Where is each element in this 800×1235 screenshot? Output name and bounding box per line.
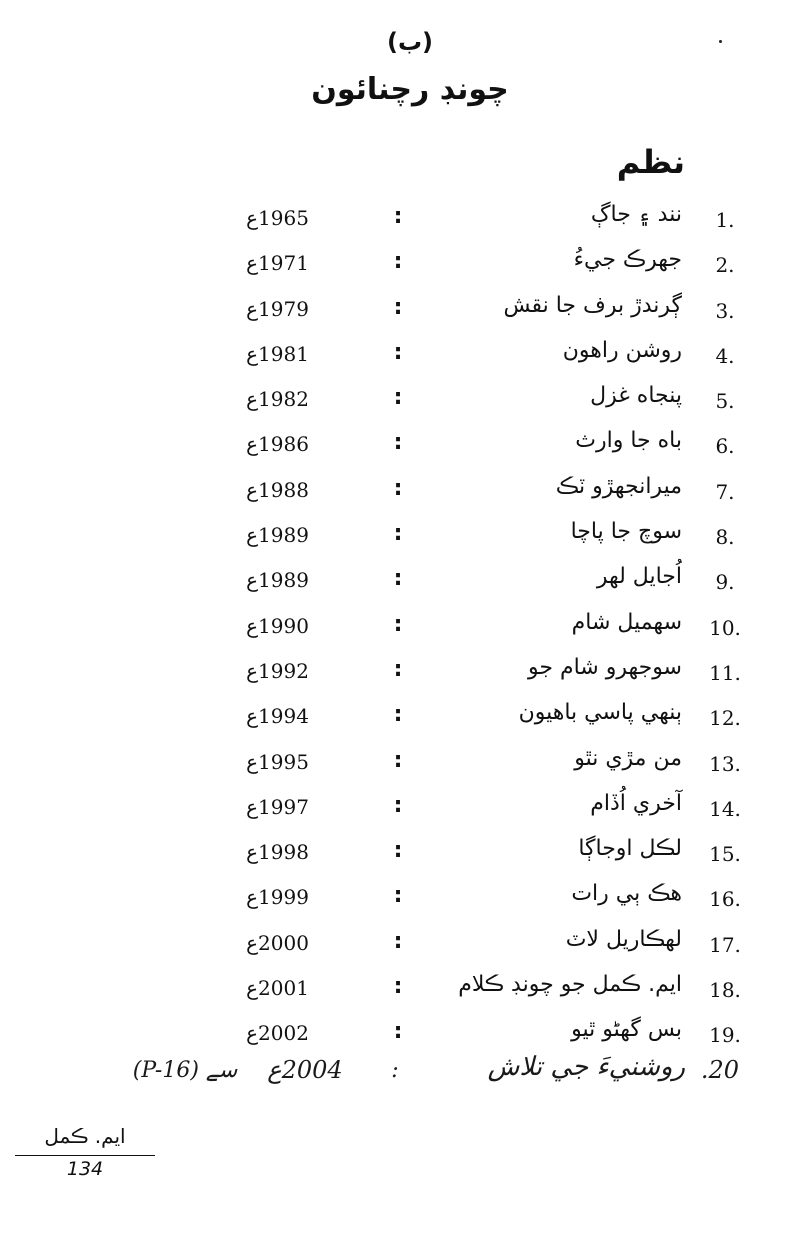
item-number: 19. bbox=[709, 1023, 741, 1048]
item-separator: : bbox=[393, 974, 403, 1000]
footer-author: ايم. ڪمل bbox=[44, 1124, 126, 1148]
item-title: بس گهڻو ٿيو bbox=[571, 1017, 682, 1043]
item-number: 1. bbox=[715, 208, 735, 232]
item-year: 1989ع bbox=[246, 568, 309, 593]
handwritten-entry-year: 2004ع bbox=[267, 1056, 343, 1084]
item-number: 12. bbox=[709, 706, 741, 731]
section-label: (ب) bbox=[386, 28, 434, 56]
item-year: 1981ع bbox=[246, 341, 309, 366]
item-title: آخري اُڏام bbox=[590, 790, 682, 816]
list-item bbox=[0, 562, 800, 607]
item-separator: : bbox=[393, 521, 403, 547]
item-year: 1999ع bbox=[246, 885, 309, 910]
item-year: 2000ع bbox=[246, 930, 309, 955]
item-separator: : bbox=[393, 249, 403, 275]
item-title: ڳرندڙ برف جا نقش bbox=[503, 292, 682, 318]
item-year: 1994ع bbox=[246, 704, 309, 729]
item-year: 1971ع bbox=[246, 251, 309, 276]
handwritten-entry-page-note: (P-16) سے bbox=[132, 1058, 238, 1083]
item-number: 4. bbox=[715, 343, 735, 368]
item-number: 9. bbox=[715, 570, 735, 595]
item-separator: : bbox=[393, 294, 403, 320]
list-item bbox=[0, 245, 800, 290]
item-separator: : bbox=[393, 339, 403, 365]
item-year: 1988ع bbox=[246, 477, 309, 502]
item-separator: : bbox=[393, 204, 403, 229]
list-item bbox=[0, 789, 800, 834]
list-item bbox=[0, 653, 800, 698]
item-title: ٻنهي پاسي باهيون bbox=[518, 700, 682, 726]
item-number: 17. bbox=[709, 932, 741, 957]
item-separator: : bbox=[393, 747, 403, 773]
page-title: چونڊ رچنائون bbox=[311, 72, 509, 107]
item-separator: : bbox=[393, 1019, 403, 1045]
item-year: 1990ع bbox=[246, 613, 309, 638]
item-year: 1982ع bbox=[246, 387, 309, 412]
item-number: 3. bbox=[715, 298, 735, 323]
item-separator: : bbox=[393, 928, 403, 954]
item-year: 1965ع bbox=[246, 206, 309, 230]
list-item bbox=[0, 744, 800, 789]
list-item bbox=[0, 698, 800, 743]
item-title: باه جا وارث bbox=[575, 428, 682, 454]
item-title: سوچ جا پاچا bbox=[570, 519, 682, 545]
item-separator: : bbox=[393, 475, 403, 501]
item-year: 1979ع bbox=[246, 296, 309, 321]
item-number: 10. bbox=[709, 615, 741, 640]
list-item bbox=[0, 381, 800, 426]
item-title: ايم. ڪمل جو چونڊ ڪلام bbox=[458, 972, 682, 998]
item-title: پنجاه غزل bbox=[590, 383, 682, 409]
item-year: 1992ع bbox=[246, 658, 309, 683]
item-title: لهڪاريل لاٽ bbox=[565, 926, 682, 952]
item-number: 15. bbox=[709, 842, 741, 867]
list-item bbox=[0, 200, 800, 245]
list-item bbox=[0, 834, 800, 879]
item-number: 14. bbox=[709, 796, 741, 821]
item-year: 1995ع bbox=[246, 749, 309, 774]
item-title: اُجايل لهر bbox=[596, 564, 682, 590]
page-number: 134 bbox=[66, 1158, 104, 1180]
item-year: 1998ع bbox=[246, 840, 309, 865]
list-item bbox=[0, 517, 800, 562]
item-title: لڪل اوجاڳا bbox=[578, 836, 682, 862]
item-number: 13. bbox=[709, 751, 741, 776]
item-separator: : bbox=[393, 883, 403, 909]
item-title: روشن راهون bbox=[562, 337, 682, 363]
item-title: سهميل شام bbox=[571, 609, 682, 635]
item-title: سوجهرو شام جو bbox=[527, 654, 682, 680]
item-number: 7. bbox=[715, 479, 735, 504]
item-number: 2. bbox=[715, 253, 735, 278]
item-year: 2001ع bbox=[246, 976, 309, 1001]
list-item bbox=[0, 608, 800, 653]
item-separator: : bbox=[393, 385, 403, 411]
item-separator: : bbox=[393, 702, 403, 728]
list-item bbox=[0, 925, 800, 970]
item-number: 8. bbox=[715, 525, 735, 550]
list-item bbox=[0, 426, 800, 471]
handwritten-entry-number: .20 bbox=[700, 1056, 740, 1084]
item-number: 18. bbox=[709, 978, 741, 1003]
item-year: 1986ع bbox=[246, 432, 309, 457]
item-title: هڪ ٻي رات bbox=[571, 881, 682, 907]
list-item bbox=[0, 970, 800, 1015]
item-title: من مڙي نٿو bbox=[574, 745, 682, 771]
item-separator: : bbox=[393, 792, 403, 818]
item-separator: : bbox=[393, 430, 403, 456]
item-number: 11. bbox=[709, 660, 741, 685]
item-year: 1997ع bbox=[246, 794, 309, 819]
item-title: ميرانجهڙو ٽڪ bbox=[555, 473, 682, 499]
item-separator: : bbox=[393, 656, 403, 682]
stray-dot bbox=[719, 40, 722, 43]
item-number: 5. bbox=[715, 389, 735, 414]
item-separator: : bbox=[393, 611, 403, 637]
item-year: 1989ع bbox=[246, 523, 309, 548]
handwritten-entry-title: روشنيءَ جي تلاش bbox=[487, 1052, 685, 1082]
handwritten-entry-separator: : bbox=[391, 1058, 399, 1083]
list-item bbox=[0, 472, 800, 517]
item-year: 2002ع bbox=[246, 1021, 309, 1046]
works-list bbox=[0, 200, 800, 1061]
handwritten-entry bbox=[0, 1050, 800, 1100]
item-title: نند ۽ جاڳ bbox=[590, 202, 682, 227]
list-item bbox=[0, 291, 800, 336]
item-number: 6. bbox=[715, 434, 735, 459]
item-number: 16. bbox=[709, 887, 741, 912]
item-title: جهرڪ جيءُ bbox=[573, 247, 682, 273]
section-subtitle: نظم bbox=[616, 143, 685, 181]
item-separator: : bbox=[393, 566, 403, 592]
footer-divider bbox=[15, 1155, 155, 1156]
list-item bbox=[0, 336, 800, 381]
list-item bbox=[0, 879, 800, 924]
item-separator: : bbox=[393, 838, 403, 864]
